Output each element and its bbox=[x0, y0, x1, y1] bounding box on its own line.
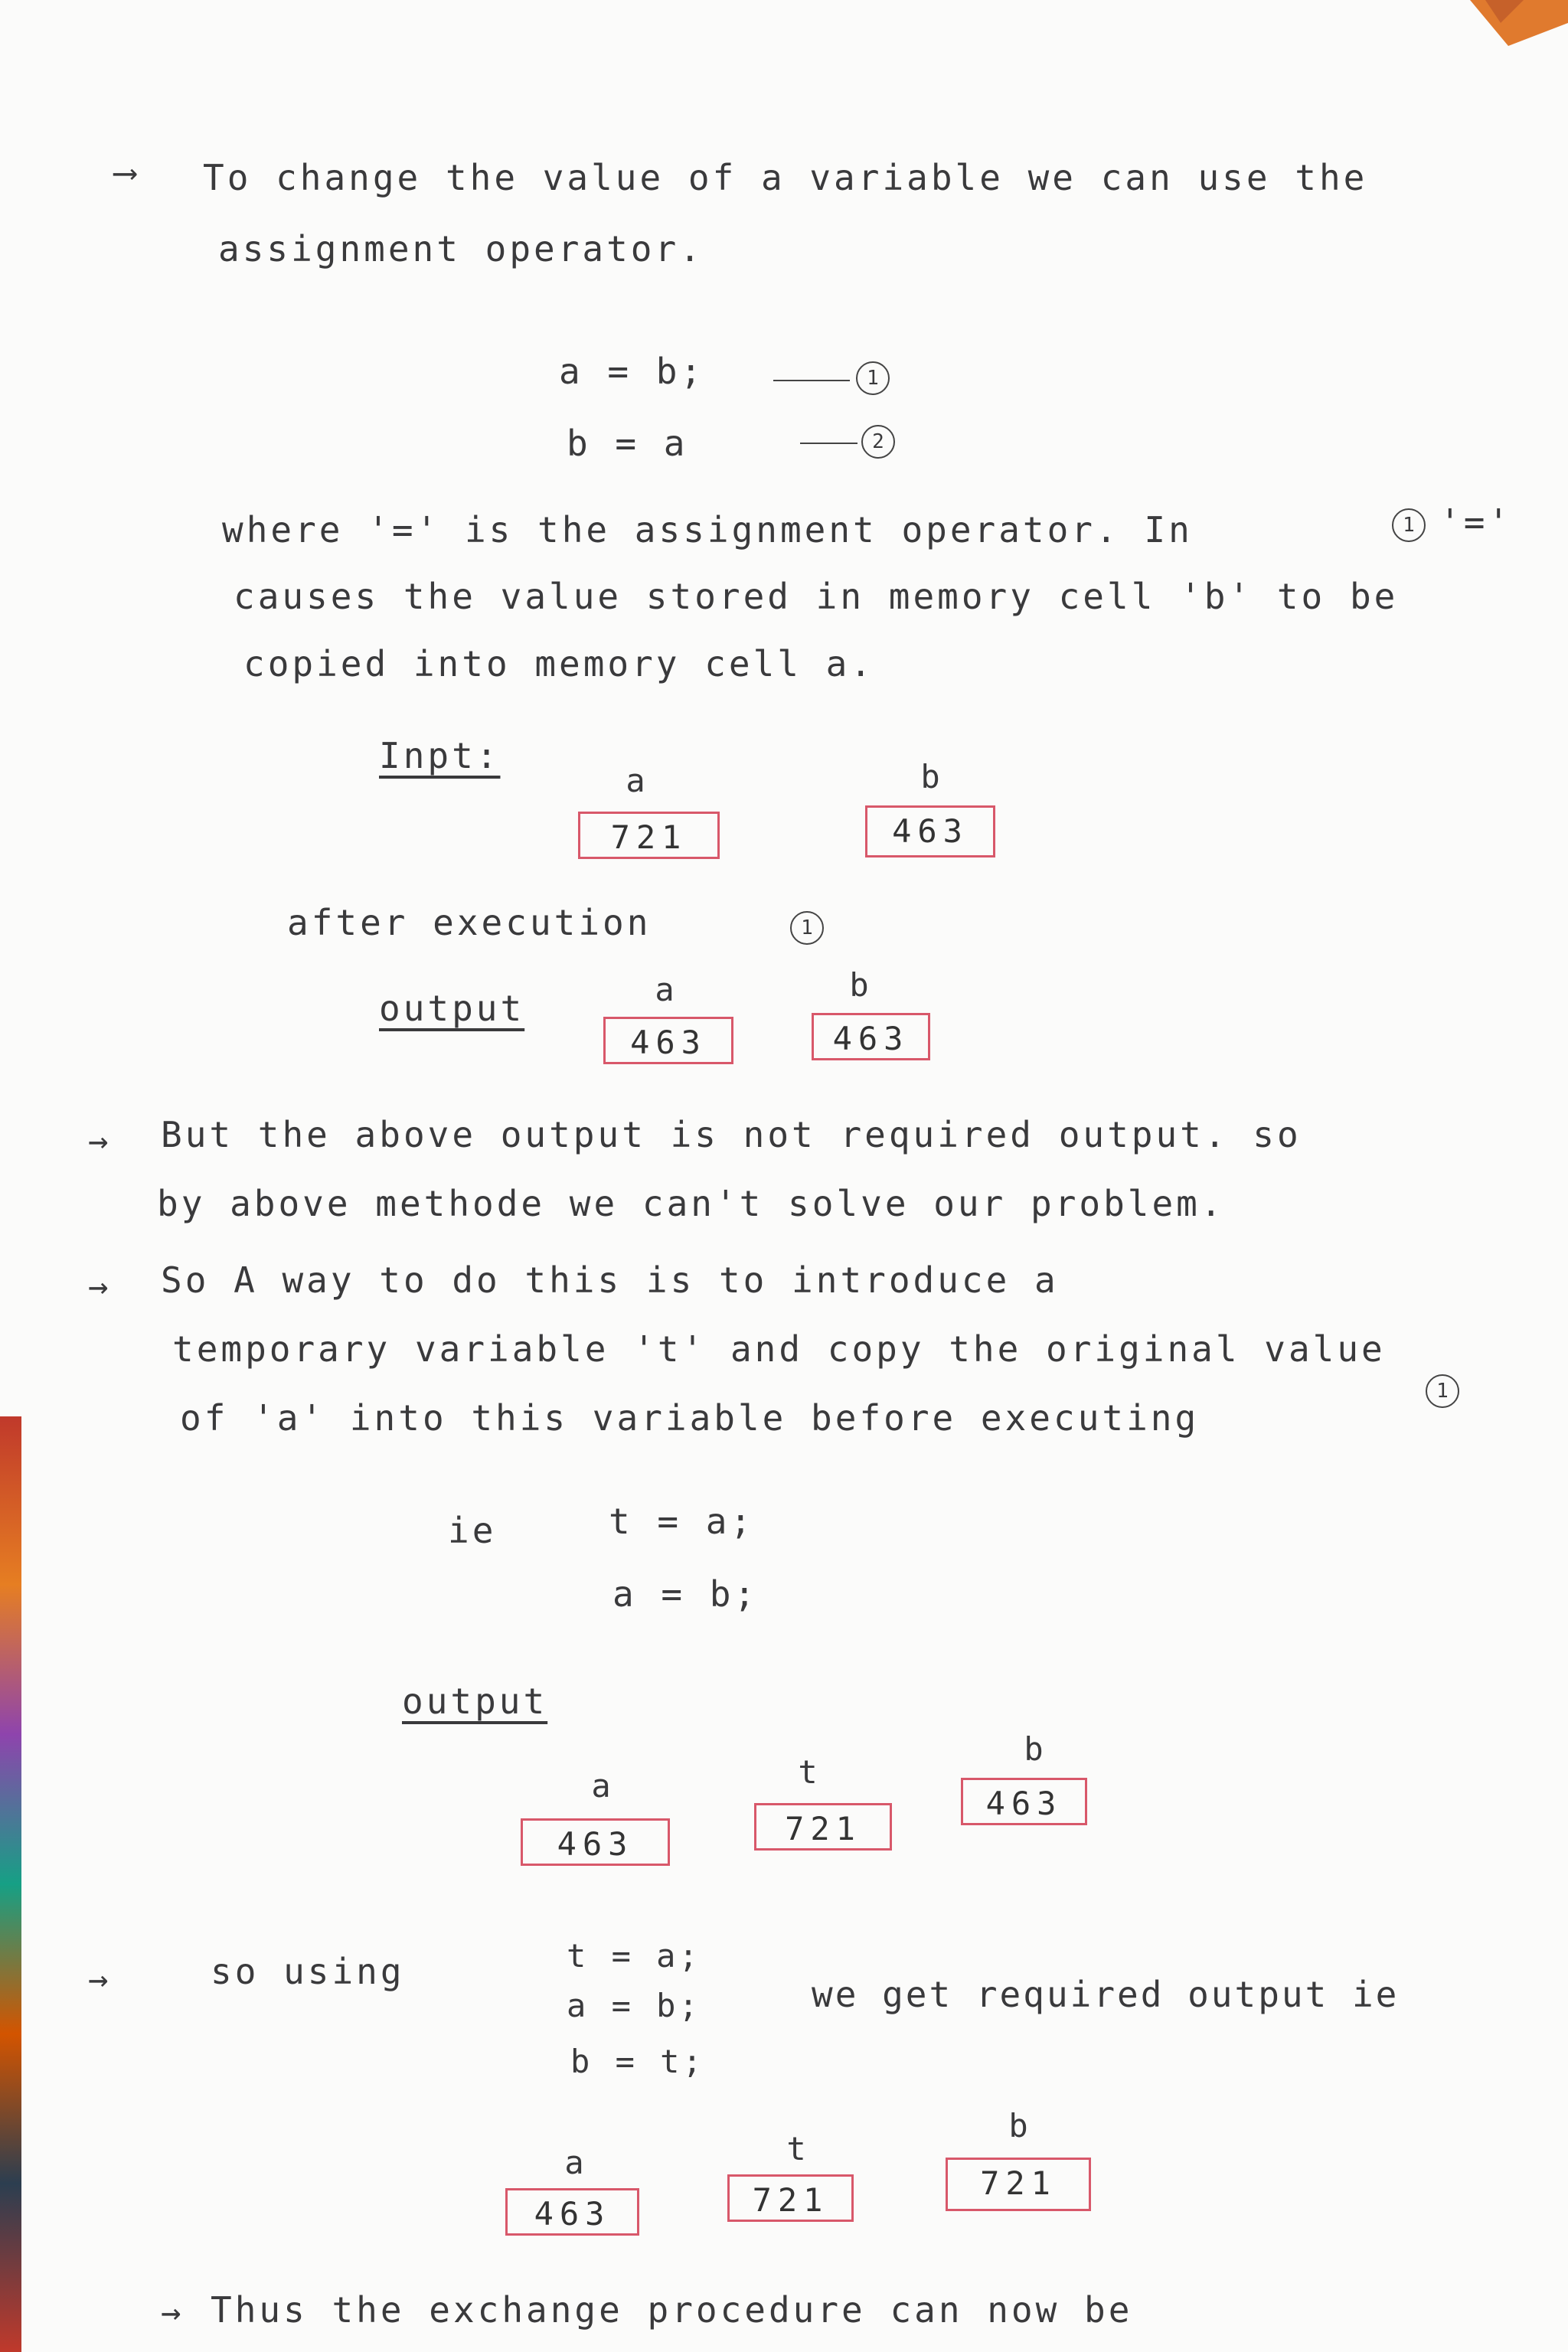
output2-a-box: 463 bbox=[521, 1818, 670, 1866]
but-line2: by above methode we can't solve our problem. bbox=[157, 1183, 1225, 1224]
output3-b-box: 721 bbox=[946, 2158, 1091, 2211]
ie-eq2: a = b; bbox=[612, 1573, 759, 1615]
ie-label: ie bbox=[448, 1510, 497, 1551]
but-line1: But the above output is not required output. so bbox=[161, 1114, 1302, 1155]
so-line1: So A way to do this is to introduce a bbox=[161, 1259, 1059, 1301]
using-eq2: a = b; bbox=[567, 1987, 701, 2024]
marker-1: 1 bbox=[856, 361, 890, 395]
marker-so: 1 bbox=[1426, 1374, 1459, 1408]
output2-b-label: b bbox=[1024, 1730, 1044, 1768]
output-heading-2: output bbox=[402, 1681, 548, 1722]
output3-a-box: 463 bbox=[505, 2188, 639, 2236]
using-result: we get required output ie bbox=[812, 1974, 1400, 2015]
arrow-icon: → bbox=[88, 1267, 109, 1306]
output3-t-label: t bbox=[786, 2130, 806, 2167]
marker-2: 2 bbox=[861, 425, 895, 459]
output2-t-box: 721 bbox=[754, 1803, 892, 1851]
input-a-label: a bbox=[626, 762, 645, 799]
input-b-box: 463 bbox=[865, 805, 995, 858]
using-eq1: t = a; bbox=[567, 1937, 701, 1975]
output2-b-box: 463 bbox=[961, 1778, 1087, 1825]
output2-t-label: t bbox=[798, 1753, 818, 1791]
output1-a-box: 463 bbox=[603, 1017, 733, 1064]
arrow-icon: → bbox=[161, 2293, 181, 2332]
marker-after: 1 bbox=[790, 911, 824, 945]
output3-t-box: 721 bbox=[727, 2174, 854, 2222]
explain-line3: copied into memory cell a. bbox=[243, 643, 875, 684]
output2-a-label: a bbox=[591, 1767, 611, 1805]
explain-line1: where '=' is the assignment operator. In bbox=[222, 509, 1193, 550]
equation-2: b = a bbox=[567, 423, 688, 464]
after-execution: after execution bbox=[287, 902, 652, 943]
input-b-label: b bbox=[920, 758, 940, 795]
ie-eq1: t = a; bbox=[609, 1501, 755, 1542]
input-a-box: 721 bbox=[578, 812, 720, 859]
equation-1: a = b; bbox=[559, 351, 705, 392]
input-heading: Inpt: bbox=[379, 735, 501, 776]
output3-a-label: a bbox=[564, 2144, 584, 2181]
using-eq3: b = t; bbox=[570, 2043, 705, 2080]
pen-tip-icon bbox=[1439, 0, 1568, 46]
explain-line2: causes the value stored in memory cell 'b' to be bbox=[234, 576, 1399, 617]
fabric-edge bbox=[0, 1416, 21, 2352]
so-using: so using bbox=[211, 1951, 405, 1992]
thus-line: Thus the exchange procedure can now be bbox=[211, 2289, 1133, 2331]
arrow-icon: ⟶ bbox=[115, 153, 136, 192]
marker-in-1: 1 bbox=[1392, 508, 1426, 542]
dash-2 bbox=[800, 443, 858, 444]
arrow-icon: → bbox=[88, 1960, 109, 1999]
dash-1 bbox=[773, 380, 850, 381]
output3-b-label: b bbox=[1008, 2107, 1028, 2145]
so-line2: temporary variable 't' and copy the original value bbox=[172, 1328, 1386, 1370]
output1-b-box: 463 bbox=[812, 1013, 930, 1060]
para1-line2: assignment operator. bbox=[218, 228, 704, 270]
explain-line1-eq: '=' bbox=[1439, 501, 1513, 543]
output-heading-1: output bbox=[379, 988, 525, 1029]
output1-a-label: a bbox=[655, 971, 675, 1008]
arrow-icon: → bbox=[88, 1122, 109, 1161]
so-line3: of 'a' into this variable before executing bbox=[180, 1397, 1200, 1439]
para1-line1: To change the value of a variable we can use the bbox=[203, 157, 1368, 198]
output1-b-label: b bbox=[849, 966, 869, 1004]
